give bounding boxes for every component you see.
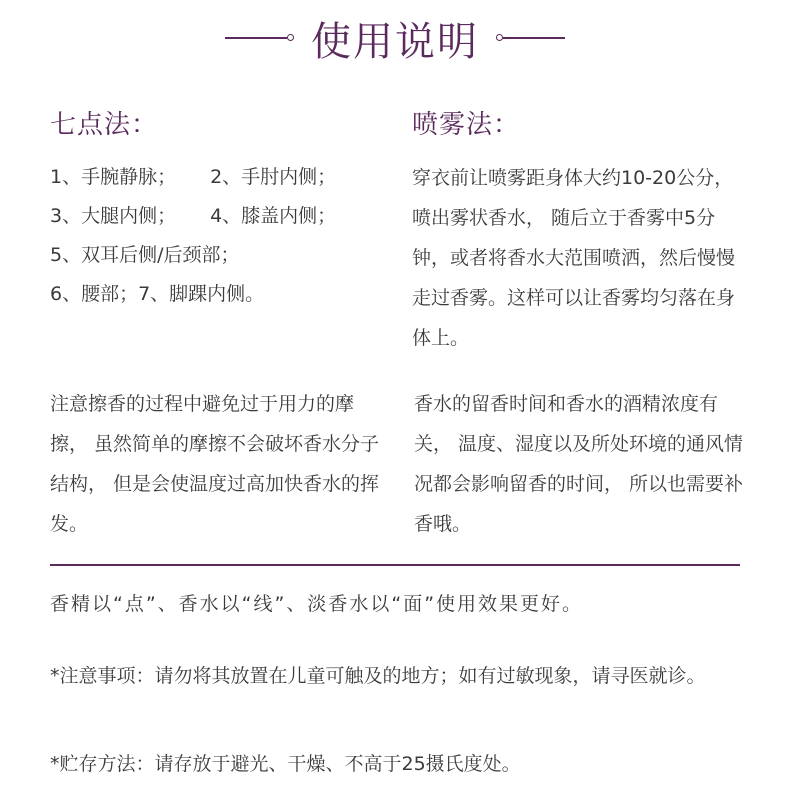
longevity-note: 香水的留香时间和香水的酒精浓度有关， 温度、湿度以及所处环境的通风情况都会影响留香的时间， 所以也需要补香哦。: [414, 393, 744, 535]
list-item: [50, 275, 390, 314]
title-ornament-left: [225, 37, 287, 39]
caution-note: *注意事项：请勿将其放置在儿童可触及的地方；如有过敏现象，请寻医就诊。: [50, 665, 706, 687]
rubbing-note: 注意擦香的过程中避免过于用力的摩擦， 虽然简单的摩擦不会破坏香水分子结构， 但是会使温度过高加快香水的挥发。: [50, 393, 380, 535]
seven-point-list: [50, 158, 390, 314]
storage-note: *贮存方法：请存放于避光、干燥、不高于25摄氏度处。: [50, 753, 521, 775]
point-4: 4、膝盖内侧；: [210, 205, 337, 227]
list-item: [50, 158, 390, 197]
spray-heading: 喷雾法：: [412, 110, 521, 140]
point-2: 2、手肘内侧；: [210, 166, 337, 188]
point-1: 1、手腕静脉；: [50, 166, 177, 188]
point-3: 3、大腿内侧；: [50, 205, 177, 227]
list-item: [50, 236, 390, 275]
spray-description: 穿衣前让喷雾距身体大约10-20公分，喷出雾状香水， 随后立于香雾中5分钟，或者将香水大范围喷洒，然后慢慢走过香雾。这样可以让香雾均匀落在身体上。: [412, 167, 736, 349]
divider: [50, 564, 740, 566]
list-item: [50, 197, 390, 236]
page-title: 使用说明: [311, 18, 479, 65]
title-row: [0, 10, 790, 66]
usage-slogan: 香精以“点”、香水以“线”、淡香水以“面”使用效果更好。: [50, 593, 584, 615]
seven-point-heading: 七点法：: [50, 110, 159, 140]
point-5: 5、双耳后侧/后颈部；: [50, 244, 240, 266]
title-ornament-right: [503, 37, 565, 39]
point-6-7: 6、腰部；7、脚踝内侧。: [50, 283, 265, 305]
